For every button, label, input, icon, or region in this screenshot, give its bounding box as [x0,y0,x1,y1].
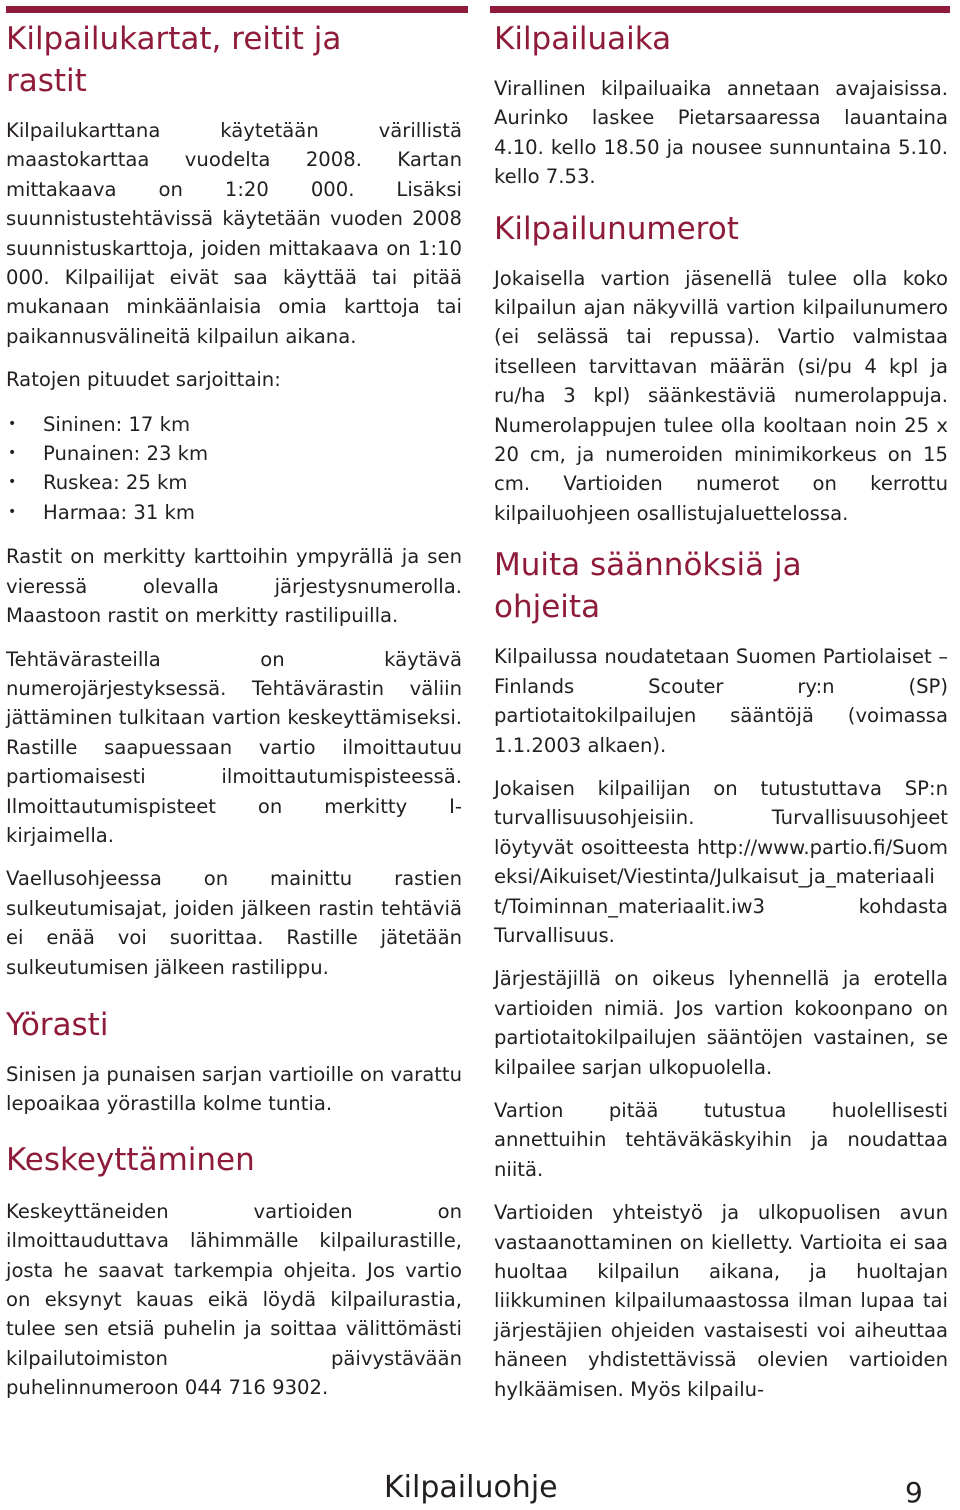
heading-maps-routes-controls: Kilpailukartat, reitit ja rastit [6,21,342,99]
paragraph-rules-4: Vartion pitää tutustua huolellisesti annettuihin tehtäväkäskyihin ja noudattaa niitä. [494,1098,948,1181]
heading-night-control: Yörasti [6,1006,109,1043]
paragraph-rules-5: Vartioiden yhteistyö ja ulkopuolisen avun vastaanottaminen on kielletty. Vartioita ei saa huoltaa kilpailun aikana, ja huoltajan liikkuminen kilpailumaastossa ilman lupaa tai järjestäjien ohjeiden vastaisesti voi aiheuttaa häneen yhdistettävissä olevien vartioiden hylkäämisen. Myös kilpailu- [494,1201,948,1401]
paragraph-night-control: Sinisen ja punaisen sarjan vartioille on varattu lepoaikaa yörastilla kolme tuntia. [6,1062,462,1116]
paragraph-competition-time: Virallinen kilpailuaika annetaan avajaisissa. Aurinko laskee Pietarsaaressa lauantaina 4.10. kello 18.50 ja nousee sunnuntaina 5.10. kello 7.53. [494,77,948,189]
right-column [494,18,948,1404]
left-column [6,18,462,1403]
list-item: • Harmaa: 31 km [6,498,462,527]
paragraph-competition-numbers: Jokaisella vartion jäsenellä tulee olla koko kilpailun ajan näkyvillä vartion kilpailunumero (ei selässä tai repussa). Vartio valmistaa itselleen tarvittavan määrän (si/pu 4 kpl ja ru/ha 3 kpl) säänkestäviä numerolappuja. Numerolappujen tulee olla kooltaan noin 25 x 20 cm, ja numeroiden minimikorkeus on 15 cm. Vartioiden numerot on kerrottu kilpailuohjeen osallistujaluettelossa. [494,266,948,525]
top-rule-right [490,6,950,13]
list-item: • Ruskea: 25 km [6,468,462,497]
paragraph-withdrawal: Keskeyttäneiden vartioiden on ilmoittauduttava lähimmälle kilpailurastille, josta he saavat tarkempia ohjeita. Jos vartio on eksynyt kauas eikä löydä kilpailurastia, tulee sen etsiä puhelin ja soittaa välittömästi kilpailutoimiston päivystävään puhelinnumeroon 044 716 9302. [6,1199,462,1400]
rules-2-text: Jokaisen kilpailijan on tutustuttava SP:n turvallisuusohjeisiin. Turvallisuusohjeet löytyvät osoitteesta [494,776,948,859]
paragraph-rules-1: Kilpailussa noudatetaan Suomen Partiolaiset – Finlands Scouter ry:n (SP) partiotaitokilpailujen sääntöjä (voimassa 1.1.2003 alkaen). [494,645,948,757]
page-number: 9 [905,1476,923,1509]
paragraph-maps: Kilpailukarttana käytetään värillistä maastokarttaa vuodelta 2008. Kartan mittakaava on 1:20 000. Lisäksi suunnistustehtävissä käytetään vuoden 2008 suunnistuskarttoja, joiden mittakaava on 1:10 000. Kilpailijat eivät saa käyttää tai pitää mukanaan minkäänlaisia omia karttoja tai paikannusvälineitä kilpailun aikana. [6,119,462,348]
footer-title: Kilpailuohje [384,1470,558,1505]
heading-other-rules: Muita säännöksiä ja ohjeita [494,547,802,626]
route-lengths-list [6,410,462,528]
paragraph-rules-2 [494,774,948,950]
top-rule-left [6,6,468,13]
rules-2-tail: kohdasta Turvallisuus. [494,894,948,947]
paragraph-task-controls: Tehtävärasteilla on käytävä numerojärjestyksessä. Tehtävärastin väliin jättäminen tulkitaan vartion keskeyttämiseksi. Rastille saapuessaan vartio ilmoittautuu partiomaisesti ilmoittautumispisteessä. Ilmoittautumispisteet on merkitty I-kirjaimella. [6,647,462,847]
heading-withdrawal: Keskeyttäminen [6,1141,255,1178]
list-item: • Punainen: 23 km [6,439,462,468]
list-item: • Sininen: 17 km [6,410,462,439]
paragraph-closing-times: Vaellusohjeessa on mainittu rastien sulkeutumisajat, joiden jälkeen rastin tehtäviä ei enää voi suorittaa. Rastille jätetään sulkeutumisen jälkeen rastilippu. [6,867,462,979]
paragraph-rules-3: Järjestäjillä on oikeus lyhennellä ja erotella vartioiden nimiä. Jos vartion kokoonpano on partiotaitokilpailujen sääntöjen vastainen, se kilpailee sarjan ulkopuolella. [494,967,948,1079]
paragraph-route-lengths-intro: Ratojen pituudet sarjoittain: [6,368,281,392]
heading-competition-time: Kilpailuaika [494,21,672,57]
heading-competition-numbers: Kilpailunumerot [494,210,739,247]
safety-instructions-link[interactable]: http://www.partio.fi/Suomeksi/Aikuiset/Viestinta/Julkaisut_ja_materiaalit/Toiminnan_materiaalit.iw3 [494,835,948,918]
paragraph-controls: Rastit on merkitty karttoihin ympyrällä ja sen vieressä olevalla järjestysnumerolla. Maastoon rastit on merkitty rastilipuilla. [6,545,462,628]
